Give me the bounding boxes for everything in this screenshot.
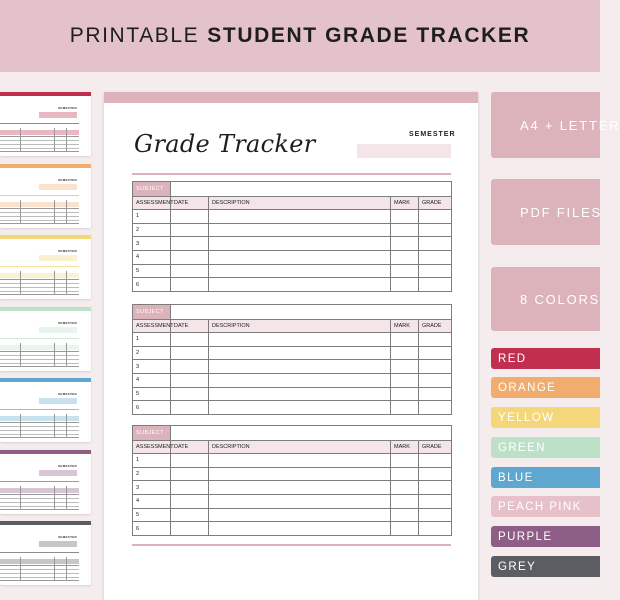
table-cell: [419, 223, 452, 237]
table-row: [133, 223, 452, 237]
color-swatch: PURPLE: [491, 526, 600, 547]
thumbnail-divider: [0, 552, 79, 553]
table-cell: [391, 467, 419, 481]
subject-field: [171, 182, 452, 197]
table-row: [133, 278, 452, 292]
table-cell: [209, 360, 391, 374]
table-row: [133, 481, 452, 495]
table-cell: [171, 454, 209, 468]
thumbnail-header-band: [0, 559, 79, 564]
thumbnail-column-line: [54, 557, 55, 581]
row-number: 4: [133, 495, 171, 509]
thumbnail-semester-field: [39, 470, 77, 476]
table-cell: [171, 251, 209, 265]
table-cell: [419, 401, 452, 415]
thumbnail-column-line: [66, 557, 67, 581]
row-number: 3: [133, 481, 171, 495]
thumbnail-row-line: [0, 220, 79, 221]
thumbnail-divider: [0, 338, 79, 339]
table-row: [133, 495, 452, 509]
column-header: GRADE: [419, 441, 452, 454]
table-cell: [391, 508, 419, 522]
row-number: 2: [133, 223, 171, 237]
table-cell: [171, 210, 209, 224]
table-cell: [391, 333, 419, 347]
table-cell: [209, 278, 391, 292]
table-cell: [391, 237, 419, 251]
thumbnail-row-line: [0, 434, 79, 435]
grade-table: [132, 304, 451, 415]
color-swatch: GREY: [491, 556, 600, 577]
row-number: 2: [133, 467, 171, 481]
thumbnail-column-line: [54, 343, 55, 367]
color-swatch: BLUE: [491, 467, 600, 488]
table-cell: [391, 374, 419, 388]
table-cell: [419, 237, 452, 251]
thumbnail-top-bar: [0, 521, 91, 525]
feature-label-format: A4 + LETTER: [491, 92, 600, 158]
column-header: MARK: [391, 441, 419, 454]
thumbnail-column-line: [20, 486, 21, 510]
row-number: 4: [133, 251, 171, 265]
table-row: [133, 210, 452, 224]
thumbnail-row-line: [0, 148, 79, 149]
table-cell: [209, 374, 391, 388]
thumbnail-row-line: [0, 502, 79, 503]
table-cell: [419, 495, 452, 509]
table-cell: [209, 223, 391, 237]
row-number: 4: [133, 374, 171, 388]
table-cell: [391, 360, 419, 374]
row-number: 5: [133, 387, 171, 401]
table-cell: [171, 237, 209, 251]
table-cell: [391, 387, 419, 401]
thumbnail-semester-field: [39, 398, 77, 404]
column-header: ASSESSMENT: [133, 197, 171, 210]
thumbnail-row-line: [0, 498, 79, 499]
thumbnail-row-line: [0, 577, 79, 578]
thumbnail-semester-field: [39, 327, 77, 333]
table-cell: [171, 374, 209, 388]
table-cell: [209, 481, 391, 495]
table-cell: [209, 346, 391, 360]
table-cell: [209, 210, 391, 224]
thumbnail-column-line: [66, 343, 67, 367]
row-number: 1: [133, 210, 171, 224]
thumbnail-row-line: [0, 506, 79, 507]
thumbnail-top-bar: [0, 450, 91, 454]
thumbnail-semester-field: [39, 541, 77, 547]
table-cell: [419, 264, 452, 278]
thumbnail-top-bar: [0, 378, 91, 382]
thumbnail-top-bar: [0, 307, 91, 311]
table-cell: [419, 360, 452, 374]
thumbnail-semester-label: SEMESTER: [58, 535, 77, 539]
column-header: DESCRIPTION: [209, 441, 391, 454]
table-cell: [209, 467, 391, 481]
thumbnail-preview: [0, 235, 91, 299]
thumbnail-header-band: [0, 416, 79, 421]
thumbnail-top-bar: [0, 235, 91, 239]
table-cell: [391, 522, 419, 536]
table-cell: [419, 522, 452, 536]
thumbnail-semester-label: SEMESTER: [58, 320, 77, 325]
table-cell: [391, 264, 419, 278]
thumbnail-header-band: [0, 273, 79, 278]
thumbnail-column-line: [20, 557, 21, 581]
thumbnail-preview: [0, 450, 91, 514]
table-cell: [419, 251, 452, 265]
row-number: 1: [133, 333, 171, 347]
thumbnail-header-band: [0, 488, 79, 493]
table-row: [133, 360, 452, 374]
color-swatch: ORANGE: [491, 377, 600, 398]
table-cell: [171, 481, 209, 495]
thumbnail-divider: [0, 481, 79, 482]
thumbnail-semester-field: [39, 184, 77, 190]
thumbnail-preview: [0, 92, 91, 156]
table-row: [133, 401, 452, 415]
table-row: [133, 374, 452, 388]
table-cell: [171, 264, 209, 278]
thumbnail-column-line: [20, 414, 21, 438]
table-cell: [419, 210, 452, 224]
thumbnail-column-line: [54, 200, 55, 224]
thumbnail-header-band: [0, 130, 79, 135]
table-cell: [209, 522, 391, 536]
table-cell: [171, 346, 209, 360]
column-header: GRADE: [419, 197, 452, 210]
thumbnail-row-line: [0, 363, 79, 364]
table-row: [133, 387, 452, 401]
banner-title-bold: STUDENT GRADE TRACKER: [207, 24, 531, 47]
table-cell: [171, 522, 209, 536]
table-cell: [171, 467, 209, 481]
table-row: [133, 237, 452, 251]
table-cell: [209, 508, 391, 522]
table-cell: [391, 251, 419, 265]
thumbnail-semester-label: SEMESTER: [58, 249, 77, 253]
row-number: 5: [133, 264, 171, 278]
thumbnail-column-line: [66, 128, 67, 152]
table-cell: [391, 210, 419, 224]
color-swatch: RED: [491, 348, 600, 369]
thumbnail-preview: [0, 307, 91, 371]
banner-title-light: PRINTABLE: [69, 24, 200, 47]
grade-table: [132, 425, 451, 536]
table-cell: [209, 251, 391, 265]
table-cell: [419, 278, 452, 292]
table-cell: [391, 481, 419, 495]
thumbnail-top-bar: [0, 92, 91, 96]
thumbnail-row-line: [0, 355, 79, 356]
column-header: DATE: [171, 320, 209, 333]
table-row: [133, 508, 452, 522]
table-row: [133, 264, 452, 278]
thumbnail-row-line: [0, 287, 79, 288]
document-top-bar: [104, 92, 478, 103]
feature-label-files: PDF FILES: [491, 179, 600, 245]
column-header: ASSESSMENT: [133, 320, 171, 333]
header-banner: [0, 0, 600, 72]
row-number: 6: [133, 278, 171, 292]
thumbnail-row-line: [0, 569, 79, 570]
thumbnail-divider: [0, 195, 79, 196]
table-cell: [419, 481, 452, 495]
thumbnail-divider: [0, 409, 79, 410]
thumbnail-semester-field: [39, 255, 77, 261]
table-cell: [209, 264, 391, 278]
thumbnail-column-line: [54, 128, 55, 152]
table-row: [133, 333, 452, 347]
row-number: 3: [133, 360, 171, 374]
thumbnail-column-line: [66, 200, 67, 224]
thumbnail-row-line: [0, 144, 79, 145]
subject-label: SUBJECT: [133, 305, 171, 320]
table-cell: [171, 223, 209, 237]
table-row: [133, 522, 452, 536]
table-cell: [209, 495, 391, 509]
thumbnail-row-line: [0, 430, 79, 431]
thumbnail-row-line: [0, 283, 79, 284]
thumbnail-column-line: [20, 343, 21, 367]
table-cell: [209, 387, 391, 401]
color-swatch: PEACH PINK: [491, 496, 600, 517]
thumbnail-preview: [0, 521, 91, 585]
table-cell: [391, 278, 419, 292]
thumbnail-top-bar: [0, 164, 91, 168]
column-header: DESCRIPTION: [209, 197, 391, 210]
table-row: [133, 467, 452, 481]
column-header: DATE: [171, 197, 209, 210]
banner-title: [70, 24, 530, 48]
row-number: 6: [133, 522, 171, 536]
thumbnail-semester-label: SEMESTER: [58, 463, 77, 468]
table-cell: [171, 508, 209, 522]
feature-label-colors: 8 COLORS: [491, 267, 600, 331]
thumbnail-row-line: [0, 426, 79, 427]
grade-table: [132, 181, 451, 292]
table-cell: [171, 360, 209, 374]
thumbnail-divider: [0, 266, 79, 267]
row-number: 2: [133, 346, 171, 360]
table-row: [133, 454, 452, 468]
semester-field: [357, 144, 451, 158]
row-number: 3: [133, 237, 171, 251]
thumbnail-divider: [0, 123, 79, 124]
column-header: MARK: [391, 320, 419, 333]
thumbnail-semester-label: SEMESTER: [58, 106, 77, 110]
document-title: Grade Tracker: [134, 130, 316, 158]
subject-field: [171, 305, 452, 320]
thumbnail-header-band: [0, 202, 79, 207]
table-cell: [171, 495, 209, 509]
row-number: 6: [133, 401, 171, 415]
thumbnail-row-line: [0, 212, 79, 213]
table-cell: [419, 467, 452, 481]
thumbnail-column-line: [54, 414, 55, 438]
thumbnail-column-line: [54, 271, 55, 295]
thumbnail-row-line: [0, 291, 79, 292]
column-header: GRADE: [419, 320, 452, 333]
thumbnail-header-band: [0, 345, 79, 350]
table-row: [133, 346, 452, 360]
thumbnail-column-line: [54, 486, 55, 510]
thumbnail-semester-label: SEMESTER: [58, 177, 77, 182]
semester-label: SEMESTER: [409, 131, 456, 138]
table-cell: [171, 278, 209, 292]
thumbnail-column-line: [66, 486, 67, 510]
table-cell: [171, 401, 209, 415]
table-cell: [391, 495, 419, 509]
thumbnail-row-line: [0, 573, 79, 574]
document-divider-bottom: [132, 544, 451, 546]
color-swatch: GREEN: [491, 437, 600, 458]
document-divider-top: [132, 173, 451, 175]
subject-field: [171, 426, 452, 441]
table-row: [133, 251, 452, 265]
thumbnail-column-line: [20, 271, 21, 295]
table-cell: [209, 333, 391, 347]
document-preview: [104, 92, 478, 600]
table-cell: [419, 346, 452, 360]
thumbnail-row-line: [0, 359, 79, 360]
thumbnail-preview: [0, 378, 91, 442]
table-cell: [209, 237, 391, 251]
thumbnail-column-line: [66, 414, 67, 438]
thumbnail-column-line: [20, 200, 21, 224]
table-cell: [209, 401, 391, 415]
thumbnail-row-line: [0, 216, 79, 217]
table-cell: [419, 374, 452, 388]
table-cell: [209, 454, 391, 468]
table-cell: [419, 333, 452, 347]
table-cell: [391, 401, 419, 415]
thumbnail-column-line: [66, 271, 67, 295]
thumbnail-semester-label: SEMESTER: [58, 392, 77, 396]
column-header: MARK: [391, 197, 419, 210]
row-number: 5: [133, 508, 171, 522]
thumbnail-semester-field: [39, 112, 77, 118]
thumbnail-row-line: [0, 140, 79, 141]
row-number: 1: [133, 454, 171, 468]
column-header: ASSESSMENT: [133, 441, 171, 454]
subject-label: SUBJECT: [133, 426, 171, 441]
thumbnail-preview: [0, 164, 91, 228]
table-cell: [171, 333, 209, 347]
column-header: DESCRIPTION: [209, 320, 391, 333]
column-header: DATE: [171, 441, 209, 454]
table-cell: [171, 387, 209, 401]
color-swatch: YELLOW: [491, 407, 600, 428]
subject-label: SUBJECT: [133, 182, 171, 197]
table-cell: [419, 454, 452, 468]
table-cell: [391, 454, 419, 468]
table-cell: [391, 346, 419, 360]
table-cell: [419, 508, 452, 522]
table-cell: [391, 223, 419, 237]
thumbnail-column-line: [20, 128, 21, 152]
table-cell: [419, 387, 452, 401]
